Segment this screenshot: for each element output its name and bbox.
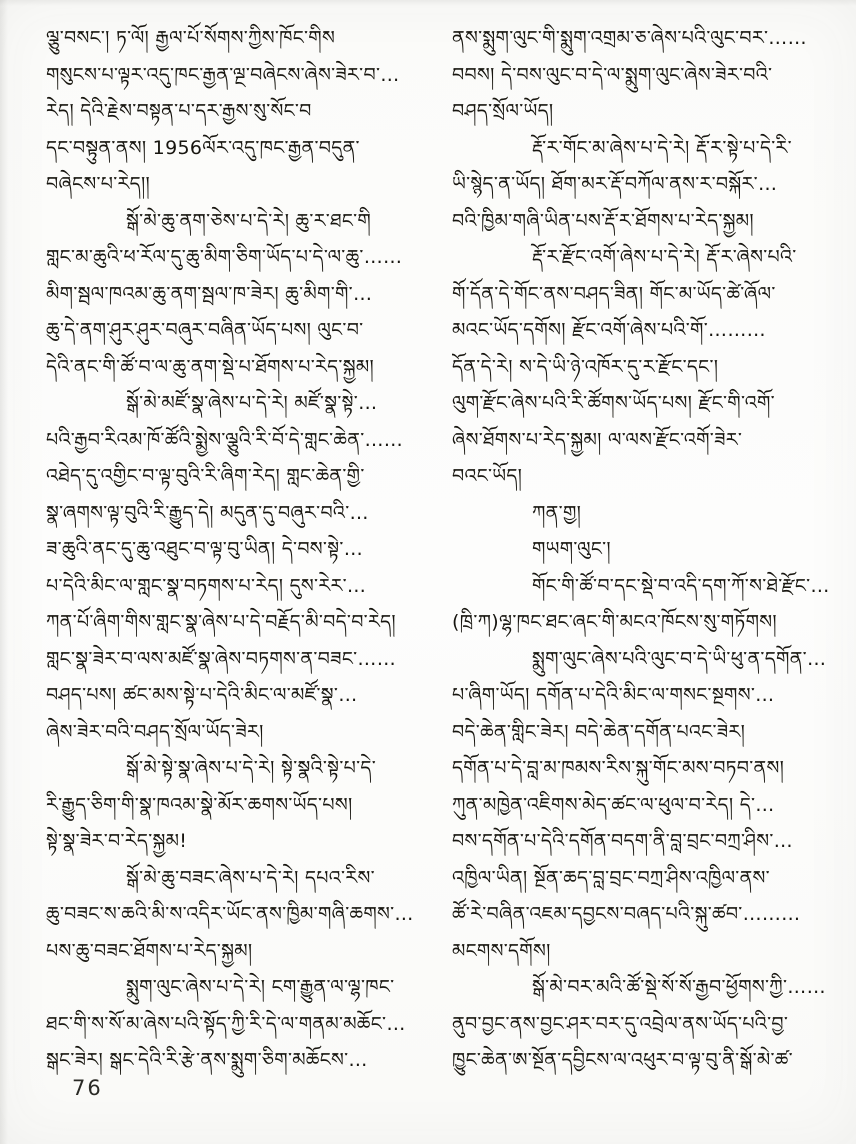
scan-edge-shadow (0, 0, 856, 6)
text-line: གསུངས་པ་ལྟར་འདུ་ཁང་རྒྱན་ལྔ་བཞེངས་ཞེས་ཟེར་བ་… (46, 63, 400, 86)
section-heading (452, 531, 846, 568)
text-line: སྟེ་སྣ་ཟེར་བ་རེད་སྐྱམ! (46, 830, 188, 852)
text-line: འཐེད་དུ་འགྱིང་བ་ལྟ་བུའི་རི་ཞིག་རེད། གླང་ཆེན་གྱི་ (46, 465, 365, 487)
text-line: (ཁྲི་ཀ)ལྷ་ཁང་ཐང་ཞང་གི་མངའ་ཁོངས་སུ་གཏོགས། (452, 611, 777, 633)
text-line: བཞེངས་པ་རེད།། (46, 173, 151, 195)
text-line: གླང་སྣ་ཟེར་བ་ལས་མཛོ་སྣ་ཞེས་བཏགས་ན་བཟང་…… (46, 647, 396, 670)
paragraph (452, 568, 846, 641)
text-line: སྨུག་ལུང་ཞེས་པ་དེ་རེ། ངག་རྒྱུན་ལ་ལྷ་ཁང་ (126, 976, 395, 998)
text-line: ཀུན་མཁྱེན་འཇིགས་མེད་ཚང་ལ་ཕུལ་བ་རེད། དེ་… (452, 793, 775, 816)
text-line: དོན་དེ་རེ། ས་དེ་ཡི་ཉེ་འཁོར་དུ་ར་རྫོང་དང་། (452, 355, 719, 378)
text-line: ཚོ་རེ་བཞིན་འཇམ་དབྱངས་བཞད་པའི་སྐུ་ཚབ་……… (452, 903, 801, 925)
text-line: དགོན་པ་དེ་བླ་མ་ཁམས་རིས་སྐུ་གོང་མས་བཏབ་ནས། (452, 757, 785, 779)
text-line: ཡི་སྙེད་ན་ཡོད། ཐོག་མར་རྡོ་བཀོལ་ནས་ར་བསྐོར་… (452, 173, 778, 195)
text-columns (46, 20, 846, 1079)
text-line: སྒོ་མེ་ཆུ་ནག་ཅེས་པ་དེ་རེ། ཆུ་ར་ཐང་གི (126, 209, 372, 232)
paragraph (452, 239, 846, 495)
paragraph (46, 203, 440, 386)
text-line: སྒོ་མེ་སྟེ་སྣ་ཞེས་པ་དེ་རེ། སྟེ་སྣའི་སྟེ་པ་དེ་ (126, 757, 376, 779)
text-line: མའང་ཡོད་དགོས། རྫོང་འགོ་ཞེས་པའི་གོ་……… (452, 319, 766, 341)
text-line: ཐང་གི་ས་སོ་མ་ཞེས་པའི་སྟོད་ཀྱི་རི་དེ་ལ་གནམ་མཆོང་… (46, 1012, 406, 1035)
text-line: བབས། དེ་བས་ལུང་བ་དེ་ལ་སྨུག་ལུང་ཞེས་ཟེར་བའི་ (452, 63, 773, 86)
text-line: ལྕུ་བསང་། ཏ་ལོ། རྒྱལ་པོ་སོགས་ཀྱིས་ཁོང་གིས (46, 27, 336, 49)
text-line: ནས་སྨུག་ལུང་གི་སྨུག་འགྲམ་ཅ་ཞེས་པའི་ལུང་བར་…… (452, 27, 807, 49)
text-line: སྒང་ཟེར། སྒང་དེའི་རི་རྩེ་ནས་སྨུག་ཅིག་མཆོངས་… (46, 1049, 368, 1071)
scan-edge-shadow (0, 0, 8, 1144)
text-line: ཀན་པོ་ཞིག་གིས་གླང་སྣ་ཞེས་པ་དེ་བརྗོད་མི་བདེ་བ་རེད། (46, 611, 396, 633)
text-line: བདེ་ཆེན་གླིང་ཟེར། བདེ་ཆེན་དགོན་པའང་ཟེར། (452, 720, 746, 743)
text-line: ཀན་གྱ། (532, 501, 582, 524)
section-heading (452, 495, 846, 532)
text-line: བའི་ཁྱིམ་གཞི་ཡིན་པས་རྡོ་ར་ཐོགས་པ་རེད་སྐྱམ། (452, 209, 754, 232)
text-line: སྨུག་ལུང་ཞེས་པའི་ལུང་བ་དེ་ཡི་ཕུ་ན་དགོན་… (532, 647, 827, 670)
text-line: ཆུ་བཟང་ས་ཆའི་མི་ས་འདིར་ཡོང་ནས་ཁྱིམ་གཞི་ཆགས་… (46, 903, 414, 925)
text-line: རེད། དེའི་རྗེས་བསྟན་པ་དར་རྒྱས་སུ་སོང་བ (46, 100, 312, 122)
paragraph (452, 20, 846, 130)
text-line: འཁྱིལ་ཡིན། སྔོན་ཆད་བླ་བྲང་བཀྲ་ཤིས་འཁྱིལ་ནས་ (452, 866, 770, 889)
text-line: སྒོ་མེ་བར་མའི་ཚོ་སྡེ་སོ་སོ་རྒྱབ་ཕྱོགས་ཀྱི་…… (532, 976, 826, 998)
text-line: བཤད་སྲོལ་ཡོད། (452, 100, 554, 122)
text-line: སྒོ་མེ་ཆུ་བཟང་ཞེས་པ་དེ་རེ། དཔའ་རིས་ (126, 866, 375, 889)
text-line: གཡག་ལུང་། (532, 538, 611, 560)
paragraph (46, 969, 440, 1079)
paragraph (46, 750, 440, 860)
paragraph (452, 969, 846, 1079)
paragraph (452, 130, 846, 240)
text-line: པ་དེའི་མིང་ལ་གླང་སྣ་བཏགས་པ་རེད། དུས་རེར་… (46, 574, 367, 597)
text-column-right (452, 20, 846, 1079)
text-line: པའི་རྒྱབ་རིའམ་ཁོ་ཚོའི་སྨྱེས་ལྕུའི་རི་བོ་དེ་གླང་ཆེན་…… (46, 428, 404, 451)
text-line: རི་རྒྱུད་ཅིག་གི་སྣ་ཁའམ་སྣེ་མོར་ཆགས་ཡོད་པས། (46, 793, 353, 816)
text-column-left (46, 20, 440, 1079)
text-line: སྣ་ཞགས་ལྟ་བུའི་རི་རྒྱུད་དེ། མདུན་དུ་བཞུར་བའི་… (46, 501, 369, 524)
text-line: གོ་དོན་དེ་གོང་ནས་བཤད་ཟིན། གོང་མ་ཡོད་ཚེ་ཞོལ་ (452, 282, 776, 305)
text-line: མིག་སྦལ་ཁའམ་ཆུ་ནག་སྦལ་ཁ་ཟེར། ཆུ་མིག་གི་… (46, 282, 373, 305)
text-line: བས་དགོན་པ་དེའི་དགོན་བདག་ནི་བླ་བྲང་བཀྲ་ཤིས་… (452, 830, 793, 852)
text-line: མངགས་དགོས། (452, 939, 551, 962)
text-line: དེའི་ནང་གི་ཚོ་བ་ལ་ཆུ་ནག་སྡེ་པ་ཐོགས་པ་རེད་སྐྱམ། (46, 355, 374, 378)
text-line: རྡོ་ར་གོང་མ་ཞེས་པ་དེ་རེ། རྡོ་ར་སྟེ་པ་དེ་རི་ (532, 136, 792, 159)
text-line: ཞེས་ཐོགས་པ་རེད་སྐྱམ། ལ་ལས་རྫོང་འགོ་ཟེར་ (452, 428, 743, 451)
text-line: ལུག་རྫོང་ཞེས་པའི་རི་ཚོགས་ཡོད་པས། རྫོང་གི་འགོ་ (452, 392, 775, 414)
text-line: དང་བསྟུན་ནས། 1956ལོར་འདུ་ཁང་རྒྱན་བདུན་ (46, 136, 360, 159)
text-line: བཤད་པས། ཚང་མས་སྟེ་པ་དེའི་མིང་ལ་མཛོ་སྣ་… (46, 684, 358, 706)
paragraph (46, 860, 440, 970)
text-line: གོང་གི་ཚོ་བ་དང་སྡེ་བ་འདི་དག་ཀོ་ས་ཐེ་རྫོང་… (532, 574, 830, 597)
text-line: ཟ་ཆུའི་ནང་དུ་ཆུ་འཐུང་བ་ལྟ་བུ་ཡིན། དེ་བས་སྟེ་… (46, 538, 363, 560)
text-line: བའང་ཡོད། (452, 465, 523, 487)
text-line: པས་ཆུ་བཟང་ཐོགས་པ་རེད་སྐྱམ། (46, 939, 253, 962)
text-line: པ་ཞིག་ཡོད། དགོན་པ་དེའི་མིང་ལ་གསང་སྔགས་… (452, 684, 775, 706)
text-line: ཆུ་དེ་ནག་ཤུར་ཤུར་བཞུར་བཞིན་ཡོད་པས། ལུང་བ་ (46, 319, 364, 341)
text-line: རྡོ་ར་རྫོང་འགོ་ཞེས་པ་དེ་རེ། རྡོ་ར་ཞེས་པའི་ (532, 246, 797, 268)
page-number: 76 (72, 1076, 103, 1100)
text-line: སྒོ་མེ་མཛོ་སྣ་ཞེས་པ་དེ་རེ། མཛོ་སྣ་སྟེ་… (126, 392, 378, 414)
text-line: ནུབ་བྱང་ནས་བྱང་ཤར་བར་དུ་འབྲེལ་ནས་ཡོད་པའི་བྱ་ (452, 1012, 789, 1035)
paragraph (46, 385, 440, 750)
text-line: གླང་མ་ཆུའི་ཕ་རོལ་དུ་ཆུ་མིག་ཅིག་ཡོད་པ་དེ་ལ་ཆུ་…… (46, 246, 403, 268)
text-line: ཞེས་ཟེར་བའི་བཤད་སྲོལ་ཡོད་ཟེར། (46, 720, 264, 743)
paragraph (452, 641, 846, 970)
text-line: ཁྱུང་ཆེན་ཨ་སྔོན་དབྱིངས་ལ་འཕུར་བ་ལྟ་བུ་ནི་སྒོ་མེ་ཚ་ (452, 1049, 793, 1071)
paragraph (46, 20, 440, 203)
